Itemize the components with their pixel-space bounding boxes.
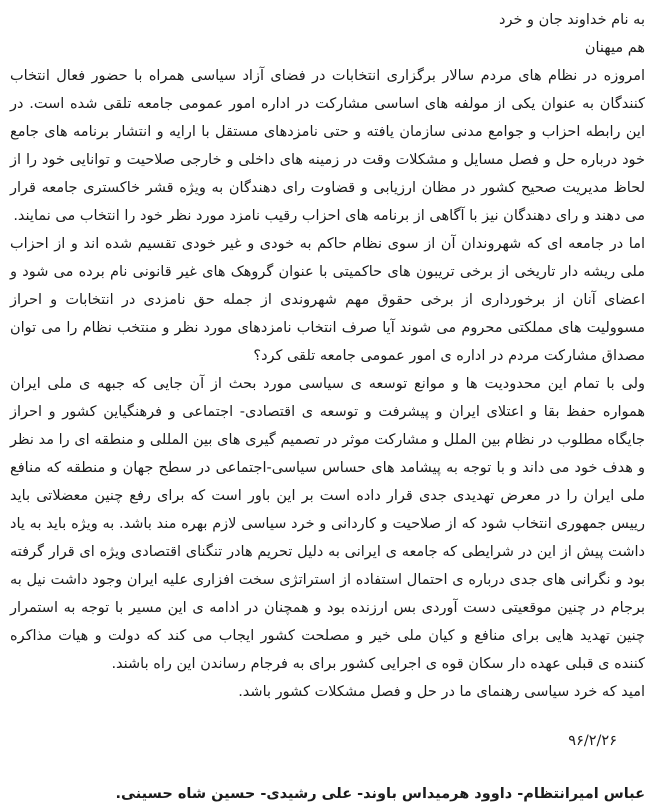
invocation-line: به نام خداوند جان و خرد [499,12,645,28]
paragraph-elections-in-democracies: امروزه در نظام های مردم سالار برگزاری انتخابات در فضای آزاد سیاسی همراه با حضور فعال انتخاب کنندگان به عنوان یکی از مولفه های اساسی مشارکت در اداره امور عمومی جامعه تلقی شده است. در این رابطه احزاب و جوامع مدنی سازمان یافته و حتی نامزدهای مستقل با ارایه و انتشار برنامه های جامع خود درباره حل و فصل مسایل و مشکلات وقت در زمینه های داخلی و خارجی صلاحیت و توانایی خود را از لحاظ مدیریت صحیح کشور در مظان ارزیابی و قضاوت رای دهندگان به ویژه قشر خاکستری جامعه قرار می دهند و رای دهندگان نیز با آگاهی از برنامه های احزاب رقیب نامزد مورد نظر خود را انتخاب می نمایند. [10,68,645,224]
date: ۹۶/۲/۲۶ [568,733,617,749]
salutation-line: هم میهنان [584,40,645,56]
paragraph-citizen-rights-question: اما در جامعه ای که شهروندان آن از سوی نظام حاکم به خودی و غیر خودی تقسیم شده اند و از احزاب ملی ریشه دار تاریخی از برخی تریبون های حاکمیتی با عنوان گروهک های غیر قانونی نام برده می شود و اعضای آنان از برخورداری از برخی حقوق مهم شهروندی از جمله حق نامزدی در انتخابات و احراز مسوولیت های مملکتی محروم می شوند آیا صرف انتخاب نامزدهای مورد نظر و منتخب نظام را می توان مصداق مشارکت مردم در اداره ی امور عمومی جامعه تلقی کرد؟ [10,236,645,364]
closing-wish-line: امید که خرد سیاسی رهنمای ما در حل و فصل مشکلات کشور باشد. [238,684,645,700]
signatures-line: عباس امیرانتظام- داوود هرمیداس باوند- علی رشیدی- حسین شاه حسینی. [115,786,645,802]
paragraph-national-front-position: ولی با تمام این محدودیت ها و موانع توسعه ی سیاسی مورد بحث از آن جایی که جبهه ی ملی ایران همواره حفظ بقا و اعتلای ایران و پیشرفت و توسعه ی اقتصادی- اجتماعی و فرهنگیاین کشور و احراز جایگاه مطلوب در نظام بین الملل و مشارکت موثر در تصمیم گیری های بین المللی و منطقه ای را مد نظر و هدف خود می داند و با توجه به پیشامد های حساس سیاسی-اجتماعی در سطح جهان و منطقه که منافع ملی ایران را در معرض تهدیدی جدی قرار داده است بر این باور است که برای رفع چنین معضلاتی باید رییس جمهوری انتخاب شود که از صلاحیت و کاردانی و خرد سیاسی لازم بهره مند باشد. به ویژه باید به یاد داشت پیش از این در شرایطی که جامعه ی ایرانی به دلیل تحریم هادر تنگنای اقتصادی ویژه ای قرار گرفته بود و نگرانی های جدی درباره ی احتمال استفاده از استراتژی سخت افزاری علیه ایران وجود داشت نیل به برجام در چنین موقعیتی دست آوردی بس ارزنده بود و همچنان در ادامه ی این مسیر با توجه به استمرار چنین تهدید هایی برای منافع و کیان ملی خیر و مصلحت کشور ایجاب می کند که دولت و هیات مذاکره کننده ی قبلی عهده دار سکان قوه ی اجرایی کشور برای به فرجام رساندن این راه باشند. [10,376,645,672]
